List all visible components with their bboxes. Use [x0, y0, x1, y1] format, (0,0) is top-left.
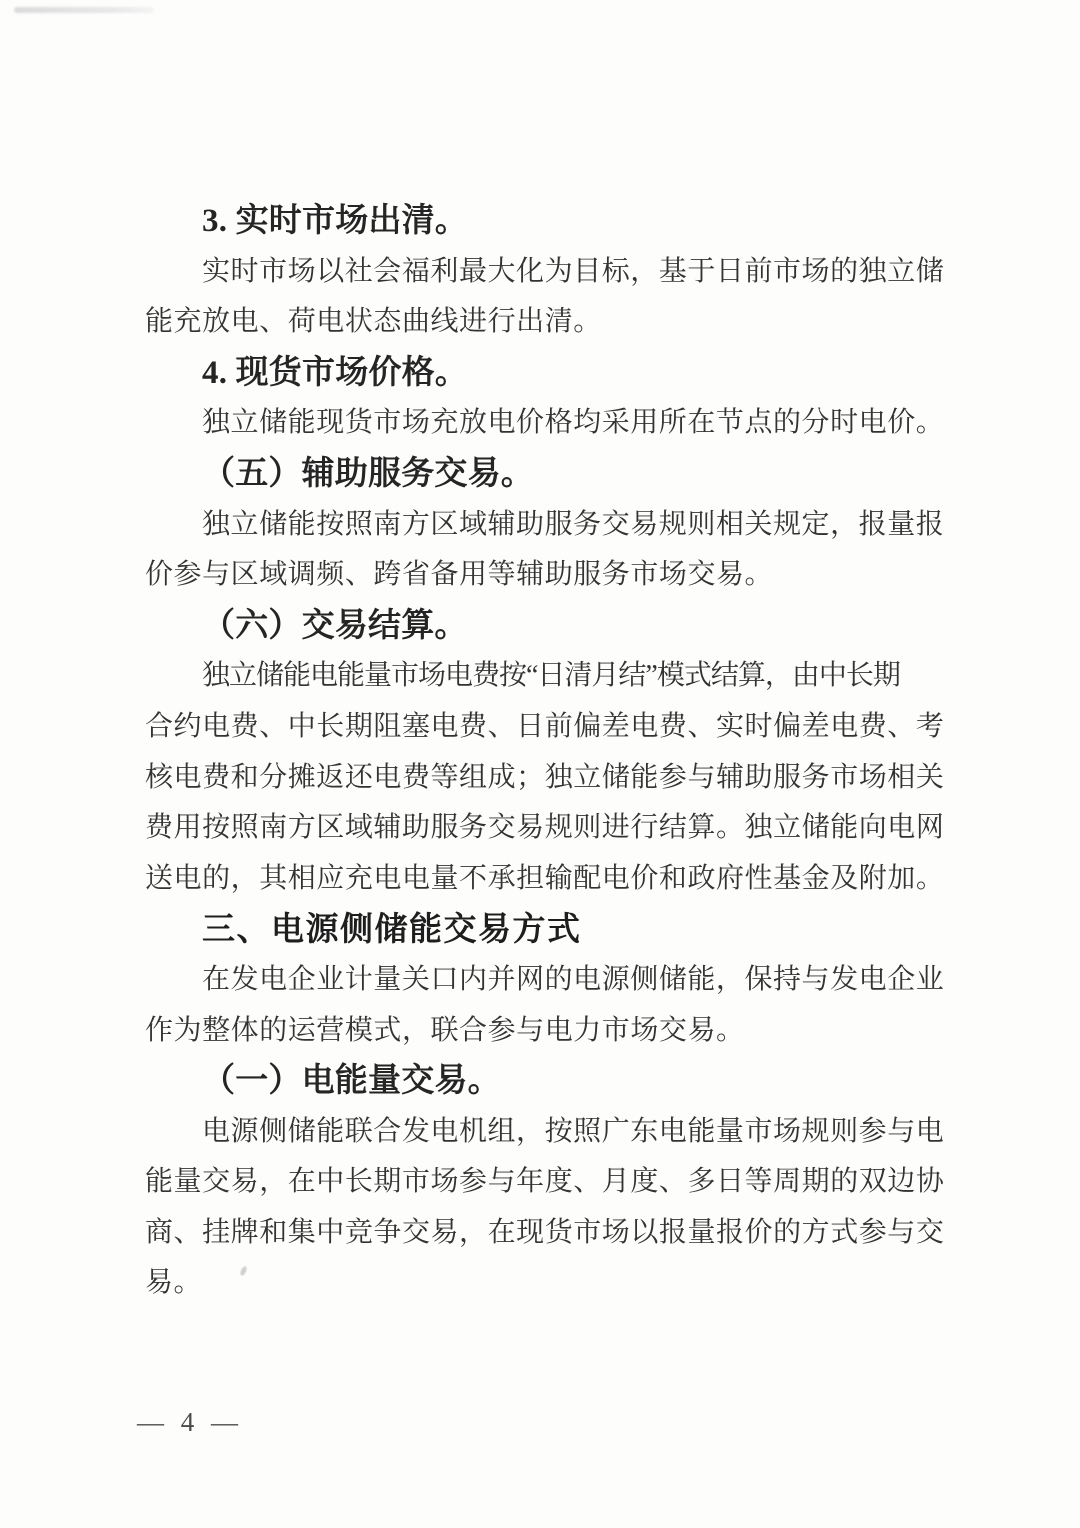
sub-heading: （六）交易结算。: [202, 607, 468, 644]
page-number: — 4 —: [137, 1407, 243, 1437]
body-text-line: 实时市场以社会福利最大化为目标，基于日前市场的独立储: [202, 255, 945, 287]
body-text-line: 独立储能按照南方区域辅助服务交易规则相关规定，报量报: [202, 508, 945, 540]
body-text-line: 商、挂牌和集中竞争交易，在现货市场以报量报价的方式参与交: [145, 1216, 945, 1248]
body-text-line: 电源侧储能联合发电机组，按照广东电能量市场规则参与电: [202, 1115, 945, 1147]
scan-artifact-smudge: [14, 7, 154, 13]
sub-heading: 3. 实时市场出清。: [202, 203, 468, 239]
sub-heading: 4. 现货市场价格。: [202, 354, 468, 391]
sub-heading: （一）电能量交易。: [202, 1063, 501, 1100]
body-text-line: 合约电费、中长期阻塞电费、日前偏差电费、实时偏差电费、考: [145, 710, 945, 742]
body-text-line: 作为整体的运营模式，联合参与电力市场交易。: [145, 1014, 745, 1046]
body-text-line: 能量交易，在中长期市场参与年度、月度、多日等周期的双边协: [145, 1166, 945, 1198]
section-heading: 三、电源侧储能交易方式: [202, 910, 582, 948]
body-text-line: 送电的，其相应充电电量不承担输配电价和政府性基金及附加。: [145, 862, 945, 894]
body-text-line: 能充放电、荷电状态曲线进行出清。: [145, 306, 602, 338]
body-text-line: 独立储能现货市场充放电价格均采用所在节点的分时电价。: [202, 407, 945, 439]
sub-heading: （五）辅助服务交易。: [202, 455, 534, 492]
body-text-line: 易。: [145, 1267, 203, 1299]
document-body: [145, 196, 945, 1309]
body-text-line: 独立储能电能量市场电费按“日清月结”模式结算，由中长期: [202, 660, 900, 692]
body-text-line: 核电费和分摊返还电费等组成；独立储能参与辅助服务市场相关: [145, 761, 945, 793]
body-text-line: 在发电企业计量关口内并网的电源侧储能，保持与发电企业: [202, 963, 945, 995]
body-text-line: 价参与区域调频、跨省备用等辅助服务市场交易。: [145, 559, 774, 591]
body-text-line: 费用按照南方区域辅助服务交易规则进行结算。独立储能向电网: [145, 812, 945, 844]
